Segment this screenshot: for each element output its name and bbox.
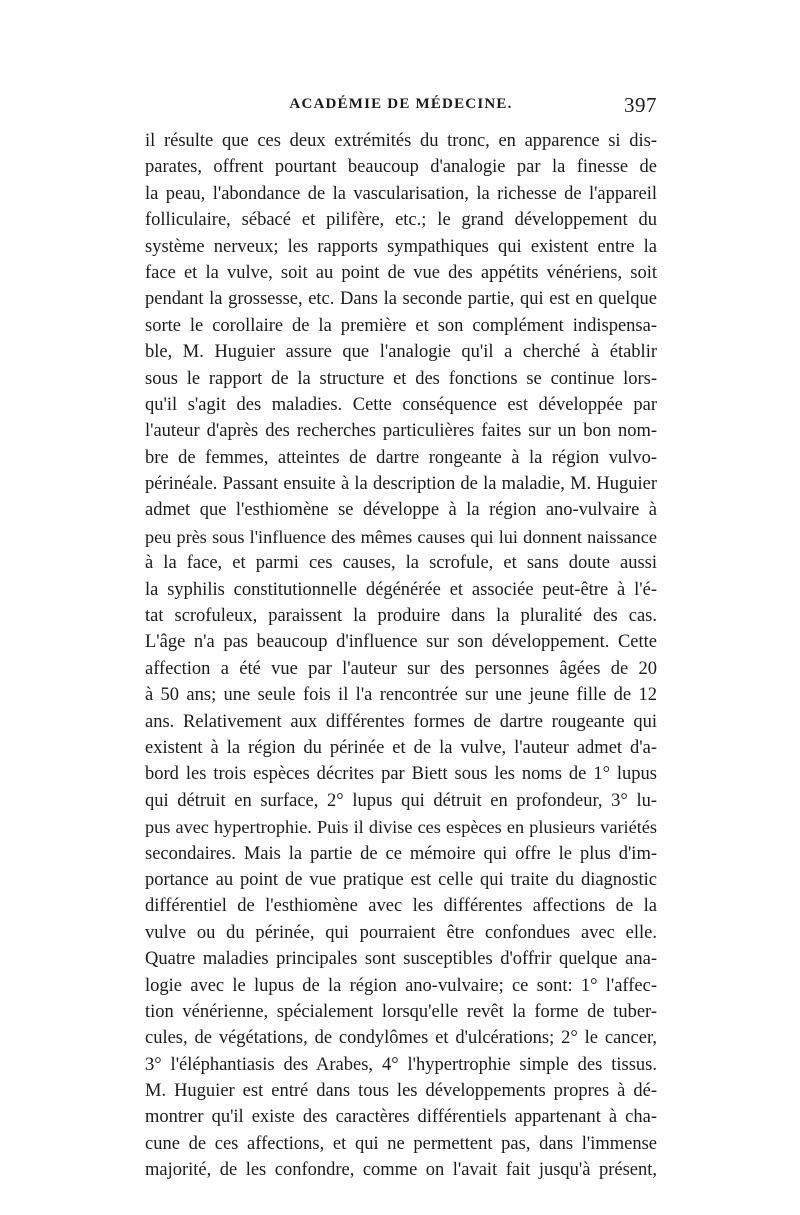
- text-line: l'auteur d'après des recherches particulières faites sur un bon nom-: [145, 421, 657, 442]
- text-line: pus avec hypertrophie. Puis il divise ces espèces en plusieurs variétés: [145, 817, 657, 838]
- text-line: la syphilis constitutionnelle dégénérée et associée peut-être à l'é-: [145, 579, 657, 600]
- text-line: cune de ces affections, et qui ne permettent pas, dans l'immense: [145, 1133, 657, 1154]
- running-head: [145, 93, 657, 122]
- running-title: ACADÉMIE DE MÉDECINE.: [289, 96, 513, 112]
- text-line: folliculaire, sébacé et pilifère, etc.; le grand développement du: [145, 210, 657, 231]
- text-line: Quatre maladies principales sont susceptibles d'offrir quelque ana-: [145, 949, 657, 970]
- text-line: tion vénérienne, spécialement lorsqu'elle revêt la forme de tuber-: [145, 1001, 657, 1022]
- text-line: tat scrofuleux, paraissent la produire dans la pluralité des cas.: [145, 606, 657, 627]
- text-line: à 50 ans; une seule fois il l'a rencontrée sur une jeune fille de 12: [145, 685, 657, 706]
- text-line: système nerveux; les rapports sympathiques qui existent entre la: [145, 236, 657, 257]
- text-line: admet que l'esthiomène se développe à la région ano-vulvaire à: [145, 500, 657, 521]
- text-line: M. Huguier est entré dans tous les développements propres à dé-: [145, 1081, 657, 1102]
- text-line: secondaires. Mais la partie de ce mémoire qui offre le plus d'im-: [145, 843, 657, 864]
- text-line: montrer qu'il existe des caractères différentiels appartenant à cha-: [145, 1107, 657, 1128]
- text-line: sous le rapport de la structure et des fonctions se continue lors-: [145, 368, 657, 389]
- text-line: la peau, l'abondance de la vascularisation, la richesse de l'appareil: [145, 183, 657, 204]
- text-line: cules, de végétations, de condylômes et d'ulcérations; 2° le cancer,: [145, 1028, 657, 1049]
- text-line: périnéale. Passant ensuite à la description de la maladie, M. Huguier: [145, 474, 657, 495]
- page-number: 397: [624, 93, 657, 117]
- text-line: logie avec le lupus de la région ano-vulvaire; ce sont: 1° l'affec-: [145, 975, 657, 996]
- text-line: sorte le corollaire de la première et son complément indispensa-: [145, 315, 657, 336]
- text-line: peu près sous l'influence des mêmes causes qui lui donnent naissance: [145, 526, 657, 547]
- text-line: qu'il s'agit des maladies. Cette conséquence est développée par: [145, 394, 657, 415]
- text-line: affection a été vue par l'auteur sur des personnes âgées de 20: [145, 658, 657, 679]
- text-line: face et la vulve, soit au point de vue des appétits vénériens, soit: [145, 262, 657, 283]
- text-line: bord les trois espèces décrites par Biett sous les noms de 1° lupus: [145, 764, 657, 785]
- text-line: vulve ou du périnée, qui pourraient être confondues avec elle.: [145, 922, 657, 943]
- text-line: L'âge n'a pas beaucoup d'influence sur son développement. Cette: [145, 632, 657, 653]
- text-line: différentiel de l'esthiomène avec les différentes affections de la: [145, 896, 657, 917]
- text-line: bre de femmes, atteintes de dartre rongeante à la région vulvo-: [145, 447, 657, 468]
- text-line: existent à la région du périnée et de la vulve, l'auteur admet d'a-: [145, 737, 657, 758]
- text-line: qui détruit en surface, 2° lupus qui détruit en profondeur, 3° lu-: [145, 790, 657, 811]
- text-line: il résulte que ces deux extrémités du tronc, en apparence si dis-: [145, 131, 657, 151]
- text-line: parates, offrent pourtant beaucoup d'analogie par la finesse de: [145, 157, 657, 178]
- text-line: 3° l'éléphantiasis des Arabes, 4° l'hypertrophie simple des tissus.: [145, 1054, 657, 1075]
- body-text: [145, 128, 657, 1184]
- text-line: à la face, et parmi ces causes, la scrofule, et sans doute aussi: [145, 553, 657, 574]
- text-line: ans. Relativement aux différentes formes de dartre rougeante qui: [145, 711, 657, 732]
- text-line: ble, M. Huguier assure que l'analogie qu'il a cherché à établir: [145, 342, 657, 363]
- text-line: pendant la grossesse, etc. Dans la seconde partie, qui est en quelque: [145, 289, 657, 310]
- text-line: majorité, de les confondre, comme on l'avait fait jusqu'à présent,: [145, 1160, 657, 1181]
- text-line: portance au point de vue pratique est celle qui traite du diagnostic: [145, 869, 657, 890]
